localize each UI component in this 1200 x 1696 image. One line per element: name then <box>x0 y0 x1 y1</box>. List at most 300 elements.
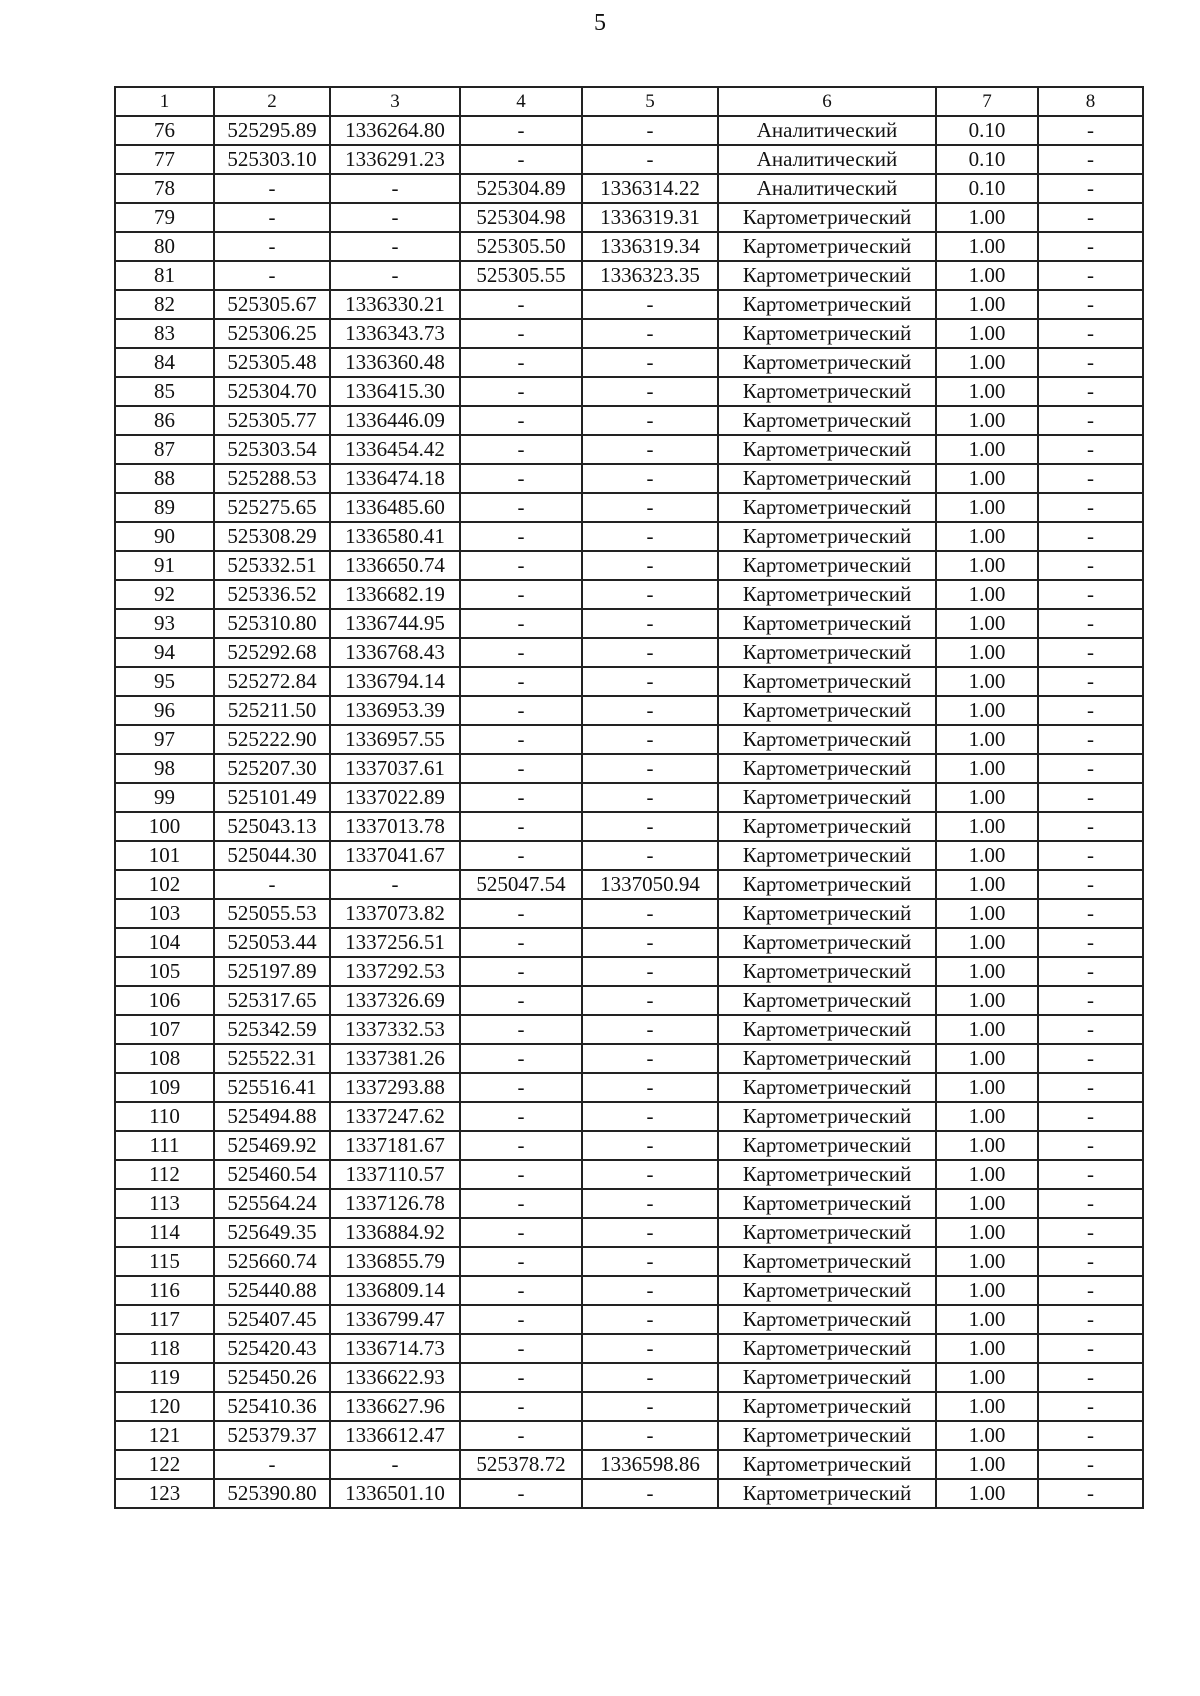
cell-method: Картометрический <box>718 203 936 232</box>
cell-y-coordinate: 1337022.89 <box>330 783 460 812</box>
table-row <box>115 696 1143 725</box>
cell-note: - <box>1038 783 1143 812</box>
column-header: 7 <box>936 87 1038 116</box>
cell-point-number: 103 <box>115 899 214 928</box>
cell-y-coordinate-alt: - <box>582 1276 718 1305</box>
cell-method: Картометрический <box>718 464 936 493</box>
cell-x-coordinate: 525310.80 <box>214 609 330 638</box>
cell-x-coordinate: - <box>214 203 330 232</box>
cell-accuracy: 1.00 <box>936 464 1038 493</box>
cell-y-coordinate: 1336768.43 <box>330 638 460 667</box>
cell-y-coordinate: 1337381.26 <box>330 1044 460 1073</box>
cell-point-number: 87 <box>115 435 214 464</box>
cell-x-coordinate: 525407.45 <box>214 1305 330 1334</box>
cell-y-coordinate-alt: - <box>582 116 718 145</box>
cell-y-coordinate: 1337013.78 <box>330 812 460 841</box>
cell-note: - <box>1038 348 1143 377</box>
cell-y-coordinate: 1337292.53 <box>330 957 460 986</box>
table-row <box>115 1247 1143 1276</box>
cell-method: Картометрический <box>718 1305 936 1334</box>
cell-y-coordinate: 1336343.73 <box>330 319 460 348</box>
cell-method: Картометрический <box>718 1450 936 1479</box>
cell-note: - <box>1038 899 1143 928</box>
cell-accuracy: 1.00 <box>936 580 1038 609</box>
cell-note: - <box>1038 1247 1143 1276</box>
cell-accuracy: 1.00 <box>936 609 1038 638</box>
cell-method: Картометрический <box>718 812 936 841</box>
cell-point-number: 79 <box>115 203 214 232</box>
cell-accuracy: 1.00 <box>936 1160 1038 1189</box>
cell-method: Картометрический <box>718 870 936 899</box>
cell-accuracy: 1.00 <box>936 551 1038 580</box>
cell-x-coordinate-alt: - <box>460 609 582 638</box>
cell-note: - <box>1038 464 1143 493</box>
cell-x-coordinate: 525332.51 <box>214 551 330 580</box>
cell-y-coordinate-alt: - <box>582 1189 718 1218</box>
table-row <box>115 899 1143 928</box>
cell-x-coordinate-alt: - <box>460 928 582 957</box>
cell-accuracy: 1.00 <box>936 406 1038 435</box>
cell-point-number: 91 <box>115 551 214 580</box>
cell-method: Картометрический <box>718 667 936 696</box>
cell-x-coordinate-alt: 525305.50 <box>460 232 582 261</box>
table-row <box>115 522 1143 551</box>
cell-x-coordinate-alt: - <box>460 1102 582 1131</box>
cell-y-coordinate-alt: - <box>582 1305 718 1334</box>
cell-x-coordinate: - <box>214 232 330 261</box>
cell-method: Картометрический <box>718 522 936 551</box>
cell-y-coordinate-alt: - <box>582 435 718 464</box>
cell-point-number: 121 <box>115 1421 214 1450</box>
table-row <box>115 667 1143 696</box>
table-row <box>115 1276 1143 1305</box>
cell-x-coordinate: 525197.89 <box>214 957 330 986</box>
cell-x-coordinate: 525308.29 <box>214 522 330 551</box>
cell-y-coordinate: 1336474.18 <box>330 464 460 493</box>
cell-method: Картометрический <box>718 580 936 609</box>
cell-x-coordinate: 525055.53 <box>214 899 330 928</box>
cell-y-coordinate: 1336855.79 <box>330 1247 460 1276</box>
cell-note: - <box>1038 1015 1143 1044</box>
cell-accuracy: 1.00 <box>936 957 1038 986</box>
table-row <box>115 725 1143 754</box>
cell-note: - <box>1038 435 1143 464</box>
cell-point-number: 97 <box>115 725 214 754</box>
cell-x-coordinate-alt: - <box>460 290 582 319</box>
cell-method: Картометрический <box>718 696 936 725</box>
cell-x-coordinate-alt: - <box>460 1363 582 1392</box>
cell-point-number: 85 <box>115 377 214 406</box>
cell-y-coordinate-alt: 1336319.31 <box>582 203 718 232</box>
cell-accuracy: 0.10 <box>936 145 1038 174</box>
cell-method: Картометрический <box>718 1247 936 1276</box>
cell-x-coordinate: 525304.70 <box>214 377 330 406</box>
cell-y-coordinate: 1337326.69 <box>330 986 460 1015</box>
table-row <box>115 464 1143 493</box>
table-row <box>115 203 1143 232</box>
cell-y-coordinate-alt: - <box>582 754 718 783</box>
cell-accuracy: 1.00 <box>936 1363 1038 1392</box>
cell-point-number: 95 <box>115 667 214 696</box>
cell-y-coordinate-alt: 1336319.34 <box>582 232 718 261</box>
coordinates-table <box>114 86 1144 1509</box>
cell-y-coordinate-alt: - <box>582 928 718 957</box>
table-row <box>115 1073 1143 1102</box>
cell-y-coordinate-alt: - <box>582 1044 718 1073</box>
cell-y-coordinate-alt: 1336314.22 <box>582 174 718 203</box>
cell-x-coordinate-alt: - <box>460 1479 582 1508</box>
cell-y-coordinate: 1336415.30 <box>330 377 460 406</box>
cell-note: - <box>1038 1305 1143 1334</box>
cell-y-coordinate-alt: - <box>582 667 718 696</box>
cell-x-coordinate: 525288.53 <box>214 464 330 493</box>
cell-method: Аналитический <box>718 116 936 145</box>
cell-x-coordinate-alt: - <box>460 899 582 928</box>
cell-y-coordinate: 1336627.96 <box>330 1392 460 1421</box>
table-row <box>115 319 1143 348</box>
cell-y-coordinate-alt: 1336598.86 <box>582 1450 718 1479</box>
cell-x-coordinate-alt: - <box>460 1276 582 1305</box>
cell-x-coordinate-alt: - <box>460 638 582 667</box>
cell-x-coordinate: 525660.74 <box>214 1247 330 1276</box>
cell-y-coordinate: 1337256.51 <box>330 928 460 957</box>
cell-y-coordinate: 1337332.53 <box>330 1015 460 1044</box>
cell-method: Картометрический <box>718 754 936 783</box>
cell-x-coordinate: 525207.30 <box>214 754 330 783</box>
cell-x-coordinate-alt: - <box>460 377 582 406</box>
table-row <box>115 609 1143 638</box>
cell-x-coordinate: 525336.52 <box>214 580 330 609</box>
cell-point-number: 108 <box>115 1044 214 1073</box>
cell-note: - <box>1038 1392 1143 1421</box>
table-row <box>115 957 1143 986</box>
cell-y-coordinate: 1337247.62 <box>330 1102 460 1131</box>
table-row <box>115 290 1143 319</box>
cell-note: - <box>1038 116 1143 145</box>
cell-y-coordinate: 1337126.78 <box>330 1189 460 1218</box>
cell-accuracy: 1.00 <box>936 899 1038 928</box>
cell-y-coordinate-alt: - <box>582 406 718 435</box>
cell-method: Картометрический <box>718 1392 936 1421</box>
cell-point-number: 94 <box>115 638 214 667</box>
cell-accuracy: 1.00 <box>936 1247 1038 1276</box>
cell-accuracy: 1.00 <box>936 1131 1038 1160</box>
cell-note: - <box>1038 1334 1143 1363</box>
cell-accuracy: 1.00 <box>936 290 1038 319</box>
cell-method: Картометрический <box>718 1102 936 1131</box>
table-row <box>115 841 1143 870</box>
cell-accuracy: 1.00 <box>936 1479 1038 1508</box>
cell-x-coordinate: 525649.35 <box>214 1218 330 1247</box>
cell-x-coordinate-alt: - <box>460 725 582 754</box>
cell-note: - <box>1038 290 1143 319</box>
cell-method: Картометрический <box>718 261 936 290</box>
cell-y-coordinate-alt: - <box>582 986 718 1015</box>
cell-y-coordinate-alt: - <box>582 319 718 348</box>
cell-y-coordinate: - <box>330 870 460 899</box>
cell-x-coordinate: 525053.44 <box>214 928 330 957</box>
cell-y-coordinate-alt: - <box>582 348 718 377</box>
cell-y-coordinate-alt: - <box>582 1218 718 1247</box>
cell-accuracy: 1.00 <box>936 1102 1038 1131</box>
cell-y-coordinate-alt: - <box>582 1102 718 1131</box>
cell-x-coordinate-alt: - <box>460 1305 582 1334</box>
cell-y-coordinate: 1336682.19 <box>330 580 460 609</box>
cell-point-number: 98 <box>115 754 214 783</box>
cell-note: - <box>1038 812 1143 841</box>
cell-accuracy: 1.00 <box>936 812 1038 841</box>
cell-y-coordinate-alt: - <box>582 1363 718 1392</box>
cell-x-coordinate: 525295.89 <box>214 116 330 145</box>
cell-x-coordinate: 525516.41 <box>214 1073 330 1102</box>
cell-x-coordinate-alt: - <box>460 1073 582 1102</box>
cell-method: Картометрический <box>718 1363 936 1392</box>
cell-method: Картометрический <box>718 406 936 435</box>
cell-y-coordinate: 1336799.47 <box>330 1305 460 1334</box>
cell-note: - <box>1038 696 1143 725</box>
cell-x-coordinate: - <box>214 261 330 290</box>
cell-x-coordinate-alt: 525305.55 <box>460 261 582 290</box>
cell-x-coordinate: 525564.24 <box>214 1189 330 1218</box>
cell-x-coordinate-alt: 525304.89 <box>460 174 582 203</box>
cell-accuracy: 1.00 <box>936 638 1038 667</box>
cell-y-coordinate: - <box>330 232 460 261</box>
table-row <box>115 145 1143 174</box>
cell-accuracy: 0.10 <box>936 116 1038 145</box>
cell-x-coordinate-alt: - <box>460 493 582 522</box>
table-row <box>115 783 1143 812</box>
table-row <box>115 377 1143 406</box>
cell-x-coordinate: 525211.50 <box>214 696 330 725</box>
cell-y-coordinate: 1336264.80 <box>330 116 460 145</box>
cell-point-number: 78 <box>115 174 214 203</box>
cell-y-coordinate-alt: - <box>582 145 718 174</box>
cell-accuracy: 1.00 <box>936 928 1038 957</box>
cell-method: Картометрический <box>718 609 936 638</box>
cell-x-coordinate-alt: 525378.72 <box>460 1450 582 1479</box>
cell-x-coordinate: 525522.31 <box>214 1044 330 1073</box>
cell-y-coordinate-alt: - <box>582 551 718 580</box>
cell-note: - <box>1038 1450 1143 1479</box>
cell-accuracy: 1.00 <box>936 1044 1038 1073</box>
table-row <box>115 435 1143 464</box>
cell-y-coordinate: 1336330.21 <box>330 290 460 319</box>
cell-x-coordinate-alt: - <box>460 522 582 551</box>
cell-accuracy: 1.00 <box>936 986 1038 1015</box>
cell-point-number: 122 <box>115 1450 214 1479</box>
cell-point-number: 117 <box>115 1305 214 1334</box>
cell-accuracy: 1.00 <box>936 377 1038 406</box>
table-body <box>115 116 1143 1508</box>
cell-point-number: 110 <box>115 1102 214 1131</box>
cell-x-coordinate: 525494.88 <box>214 1102 330 1131</box>
cell-x-coordinate: 525306.25 <box>214 319 330 348</box>
cell-y-coordinate: 1337037.61 <box>330 754 460 783</box>
table-row <box>115 1334 1143 1363</box>
table-row <box>115 870 1143 899</box>
table-row <box>115 812 1143 841</box>
cell-method: Картометрический <box>718 551 936 580</box>
cell-y-coordinate: 1336446.09 <box>330 406 460 435</box>
cell-accuracy: 1.00 <box>936 348 1038 377</box>
cell-method: Картометрический <box>718 1131 936 1160</box>
cell-y-coordinate: 1336485.60 <box>330 493 460 522</box>
cell-point-number: 90 <box>115 522 214 551</box>
cell-note: - <box>1038 1218 1143 1247</box>
page-number: 5 <box>594 10 606 36</box>
cell-point-number: 84 <box>115 348 214 377</box>
cell-method: Картометрический <box>718 1189 936 1218</box>
cell-y-coordinate: 1336809.14 <box>330 1276 460 1305</box>
table-row <box>115 1305 1143 1334</box>
cell-y-coordinate: 1336794.14 <box>330 667 460 696</box>
table-header-row <box>115 87 1143 116</box>
cell-x-coordinate-alt: - <box>460 1131 582 1160</box>
cell-accuracy: 1.00 <box>936 493 1038 522</box>
cell-point-number: 116 <box>115 1276 214 1305</box>
cell-point-number: 102 <box>115 870 214 899</box>
cell-x-coordinate: 525272.84 <box>214 667 330 696</box>
cell-y-coordinate: 1337073.82 <box>330 899 460 928</box>
table-row <box>115 1421 1143 1450</box>
cell-accuracy: 1.00 <box>936 841 1038 870</box>
cell-accuracy: 1.00 <box>936 1450 1038 1479</box>
cell-method: Картометрический <box>718 986 936 1015</box>
cell-note: - <box>1038 957 1143 986</box>
cell-point-number: 119 <box>115 1363 214 1392</box>
cell-x-coordinate-alt: - <box>460 783 582 812</box>
cell-x-coordinate-alt: - <box>460 1218 582 1247</box>
cell-note: - <box>1038 174 1143 203</box>
cell-x-coordinate: 525303.54 <box>214 435 330 464</box>
cell-accuracy: 1.00 <box>936 232 1038 261</box>
table-row <box>115 638 1143 667</box>
cell-x-coordinate: 525420.43 <box>214 1334 330 1363</box>
cell-x-coordinate: 525305.67 <box>214 290 330 319</box>
cell-method: Картометрический <box>718 493 936 522</box>
column-header: 3 <box>330 87 460 116</box>
table-row <box>115 928 1143 957</box>
table-row <box>115 174 1143 203</box>
column-header: 1 <box>115 87 214 116</box>
cell-x-coordinate: 525043.13 <box>214 812 330 841</box>
cell-y-coordinate: 1336454.42 <box>330 435 460 464</box>
cell-y-coordinate-alt: - <box>582 1334 718 1363</box>
cell-y-coordinate: - <box>330 203 460 232</box>
cell-x-coordinate: 525317.65 <box>214 986 330 1015</box>
cell-note: - <box>1038 986 1143 1015</box>
cell-y-coordinate-alt: - <box>582 696 718 725</box>
cell-y-coordinate-alt: 1336323.35 <box>582 261 718 290</box>
cell-point-number: 82 <box>115 290 214 319</box>
cell-x-coordinate: 525379.37 <box>214 1421 330 1450</box>
cell-accuracy: 1.00 <box>936 783 1038 812</box>
cell-y-coordinate: - <box>330 261 460 290</box>
cell-y-coordinate: - <box>330 1450 460 1479</box>
cell-x-coordinate-alt: - <box>460 986 582 1015</box>
table-row <box>115 1189 1143 1218</box>
cell-method: Аналитический <box>718 145 936 174</box>
cell-point-number: 104 <box>115 928 214 957</box>
cell-y-coordinate: 1336291.23 <box>330 145 460 174</box>
cell-accuracy: 1.00 <box>936 870 1038 899</box>
cell-method: Картометрический <box>718 783 936 812</box>
cell-x-coordinate: 525222.90 <box>214 725 330 754</box>
cell-x-coordinate-alt: - <box>460 348 582 377</box>
cell-point-number: 118 <box>115 1334 214 1363</box>
cell-note: - <box>1038 522 1143 551</box>
cell-y-coordinate-alt: - <box>582 1160 718 1189</box>
cell-accuracy: 1.00 <box>936 522 1038 551</box>
cell-y-coordinate: 1337293.88 <box>330 1073 460 1102</box>
cell-y-coordinate: 1336884.92 <box>330 1218 460 1247</box>
cell-x-coordinate: 525450.26 <box>214 1363 330 1392</box>
cell-x-coordinate: 525410.36 <box>214 1392 330 1421</box>
cell-y-coordinate: 1336612.47 <box>330 1421 460 1450</box>
column-header: 6 <box>718 87 936 116</box>
cell-accuracy: 1.00 <box>936 1276 1038 1305</box>
cell-y-coordinate-alt: - <box>582 725 718 754</box>
cell-note: - <box>1038 667 1143 696</box>
cell-y-coordinate: 1336501.10 <box>330 1479 460 1508</box>
cell-accuracy: 0.10 <box>936 174 1038 203</box>
table-row <box>115 1218 1143 1247</box>
cell-method: Картометрический <box>718 638 936 667</box>
cell-note: - <box>1038 1102 1143 1131</box>
cell-y-coordinate: 1336360.48 <box>330 348 460 377</box>
cell-method: Картометрический <box>718 1015 936 1044</box>
cell-note: - <box>1038 551 1143 580</box>
column-header: 5 <box>582 87 718 116</box>
cell-method: Картометрический <box>718 1073 936 1102</box>
cell-x-coordinate-alt: - <box>460 435 582 464</box>
cell-x-coordinate-alt: - <box>460 551 582 580</box>
cell-method: Картометрический <box>718 725 936 754</box>
cell-x-coordinate-alt: - <box>460 957 582 986</box>
cell-x-coordinate: - <box>214 1450 330 1479</box>
cell-point-number: 96 <box>115 696 214 725</box>
cell-note: - <box>1038 580 1143 609</box>
cell-method: Аналитический <box>718 174 936 203</box>
cell-point-number: 120 <box>115 1392 214 1421</box>
cell-accuracy: 1.00 <box>936 261 1038 290</box>
cell-method: Картометрический <box>718 928 936 957</box>
cell-accuracy: 1.00 <box>936 1305 1038 1334</box>
cell-y-coordinate: 1336622.93 <box>330 1363 460 1392</box>
cell-y-coordinate-alt: - <box>582 812 718 841</box>
cell-y-coordinate-alt: - <box>582 493 718 522</box>
cell-accuracy: 1.00 <box>936 1015 1038 1044</box>
cell-x-coordinate-alt: - <box>460 406 582 435</box>
cell-point-number: 112 <box>115 1160 214 1189</box>
cell-note: - <box>1038 1276 1143 1305</box>
cell-x-coordinate-alt: - <box>460 1015 582 1044</box>
cell-x-coordinate: 525390.80 <box>214 1479 330 1508</box>
cell-y-coordinate-alt: - <box>582 609 718 638</box>
cell-y-coordinate: 1336957.55 <box>330 725 460 754</box>
cell-method: Картометрический <box>718 435 936 464</box>
cell-y-coordinate-alt: - <box>582 841 718 870</box>
table-row <box>115 1102 1143 1131</box>
cell-point-number: 86 <box>115 406 214 435</box>
cell-method: Картометрический <box>718 290 936 319</box>
cell-method: Картометрический <box>718 1044 936 1073</box>
cell-accuracy: 1.00 <box>936 667 1038 696</box>
table-row <box>115 493 1143 522</box>
cell-method: Картометрический <box>718 899 936 928</box>
cell-x-coordinate-alt: - <box>460 116 582 145</box>
table-row <box>115 754 1143 783</box>
